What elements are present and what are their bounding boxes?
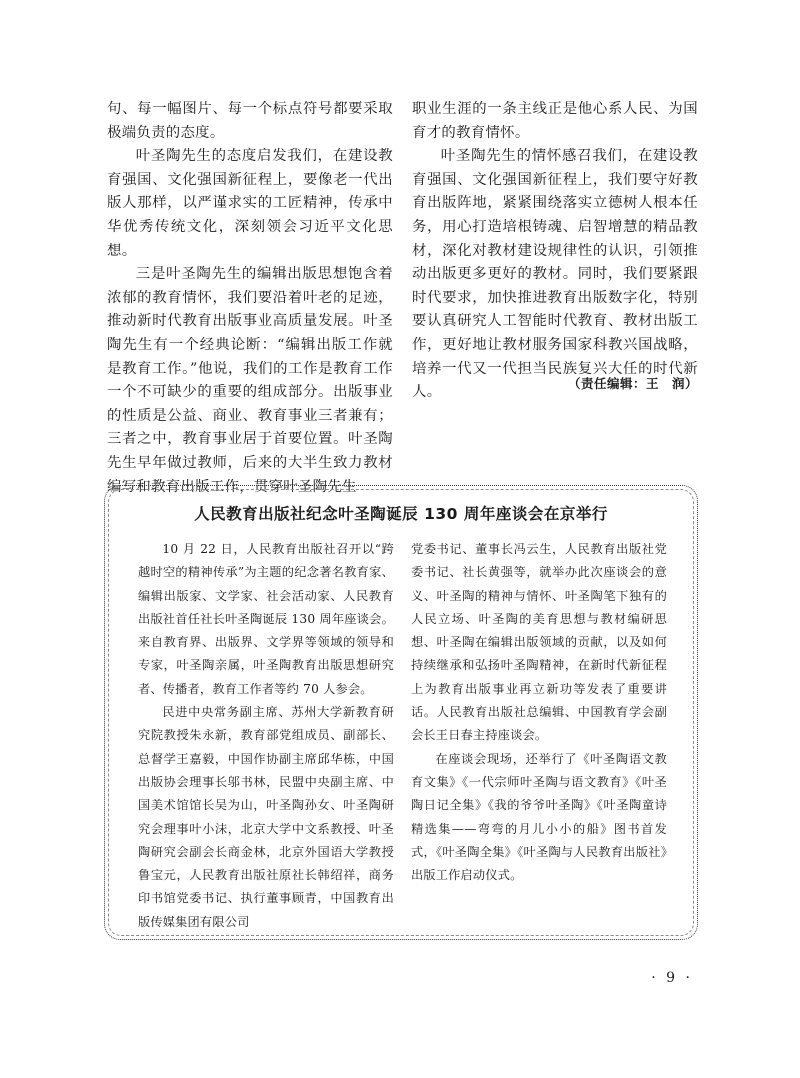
paragraph: 三是叶圣陶先生的编辑出版思想饱含着浓郁的教育情怀，我们要沿着叶老的足迹，推动新时代教育出版事业高质量发展。叶圣陶先生有一个经典论断：“编辑出版工作就是教育工作。”他说，我们的工作是教育工作一个不可缺少的重要的组成部分。出版事业的性质是公益、商业、教育事业三者兼有；三者之中，教育事业居于首要位置。叶圣陶先生早年做过教师，后来的大半生致力教材编写和教育出版工作，贯穿叶圣陶先生 [107,266,393,495]
news-column-left [138,538,394,934]
news-box [104,485,698,940]
paragraph: 职业生涯的一条主线正是他心系人民、为国育才的教育情怀。 [412,101,698,141]
news-paragraph: 党委书记、董事长冯云生，人民教育出版社党委书记、社长黄强等，就举办此次座谈会的意义、叶圣陶的精神与情怀、叶圣陶笔下独有的人民立场、叶圣陶的美育思想与教材编研思想、叶圣陶在编辑出版领域的贡献，以及如何持续继承和弘扬叶圣陶精神，在新时代新征程上为教育出版事业再立新功等发表了重要讲话。人民教育出版社总编辑、中国教育学会副会长王日春主持座谈会。 [411,542,667,743]
news-paragraph: 在座谈会现场，还举行了《叶圣陶语文教育文集》《一代宗师叶圣陶与语文教育》《叶圣陶日记全集》《我的爷爷叶圣陶》《叶圣陶童诗精选集——弯弯的月儿小小的船》图书首发式，《叶圣陶全集》《叶圣陶与人民教育出版社》出版工作启动仪式。 [411,751,667,883]
news-paragraph: 10 月 22 日，人民教育出版社召开以“跨越时空的精神传承”为主题的纪念著名教育家、编辑出版家、文学家、社会活动家、人民教育出版社首任社长叶圣陶诞辰 130 周年座谈会。来自教育界、出版界、文学界等领域的领导和专家，叶圣陶亲属，叶圣陶教育出版思想研究者、传播者，教育工作者等约 70 人参会。 [138,542,394,696]
article-column-left [107,98,393,499]
editor-credit: （责任编辑：王 润） [567,376,698,391]
news-column-right [411,538,667,887]
paragraph: 叶圣陶先生的情怀感召我们，在建设教育强国、文化强国新征程上，我们要守好教育出版阵地，紧紧围绕落实立德树人根本任务，用心打造培根铸魂、启智增慧的精品教材，深化对教材建设规律性的认识，引领推动出版更多更好的教材。同时，我们要紧跟时代要求，加快推进教育出版数字化，特别要认真研究人工智能时代教育、教材出版工作，更好地让教材服务国家科教兴国战略，培养一代又一代担当民族复兴大任的时代新人。 [412,148,698,401]
news-title: 人民教育出版社纪念叶圣陶诞辰 130 周年座谈会在京举行 [194,505,608,523]
paragraph: 句、每一幅图片、每一个标点符号都要采取极端负责的态度。 [107,101,393,141]
paragraph: 叶圣陶先生的态度启发我们，在建设教育强国、文化强国新征程上，要像老一代出版人那样，以严谨求实的工匠精神，传承中华优秀传统文化，深刻领会习近平文化思想。 [107,148,393,259]
news-paragraph: 民进中央常务副主席、苏州大学新教育研究院教授朱永新，教育部党组成员、副部长、总督学王嘉毅，中国作协副主席邱华栋，中国出版协会理事长邬书林，民盟中央副主席、中国美术馆馆长吴为山，叶圣陶孙女、叶圣陶研究会理事叶小沫，北京大学中文系教授、叶圣陶研究会副会长商金林，北京外国语大学教授鲁宝元，人民教育出版社原社长韩绍祥，商务印书馆党委书记、执行董事顾青，中国教育出版传媒集团有限公司 [138,705,394,929]
page-number: · 9 · [651,970,693,986]
article-column-right [412,98,698,405]
